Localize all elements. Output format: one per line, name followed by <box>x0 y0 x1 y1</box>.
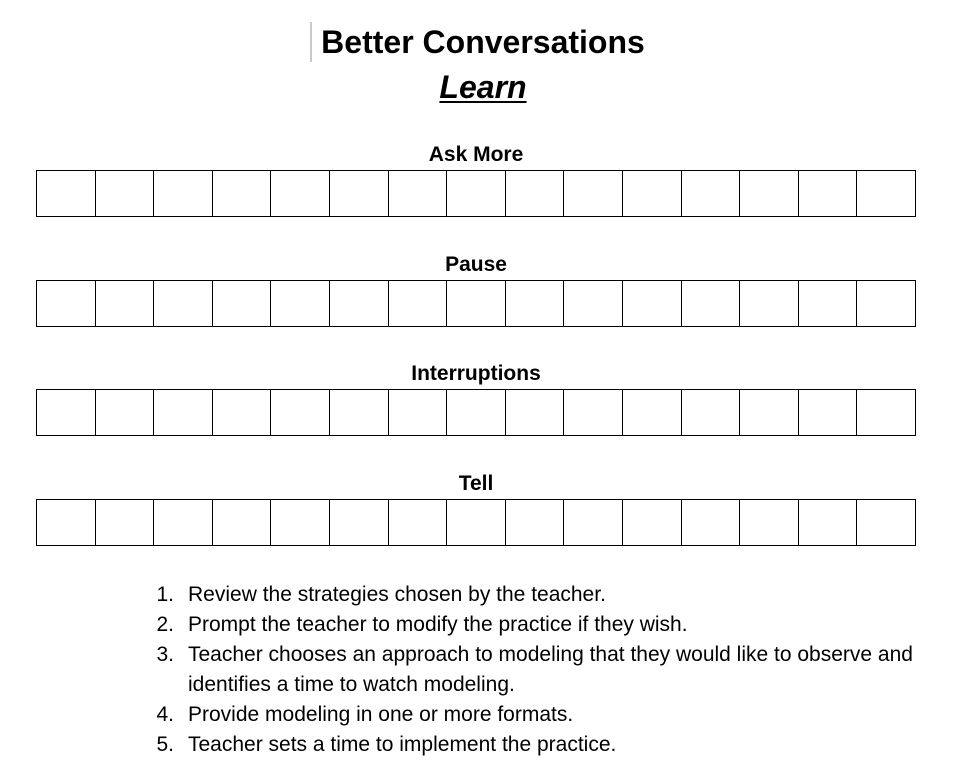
tally-row <box>36 280 916 327</box>
tally-box <box>37 171 95 216</box>
section-label: Tell <box>458 472 494 495</box>
tally-box <box>329 281 388 326</box>
tally-box <box>505 281 564 326</box>
tally-box <box>681 390 740 435</box>
tally-box <box>329 500 388 545</box>
tally-box <box>95 281 154 326</box>
step-number: 2. <box>156 613 174 636</box>
tally-box <box>95 390 154 435</box>
tally-box <box>270 500 329 545</box>
section-label: Pause <box>445 253 507 276</box>
tally-box <box>681 281 740 326</box>
list-item <box>130 640 930 700</box>
tally-box <box>95 500 154 545</box>
section-label: Ask More <box>428 143 524 166</box>
tally-box <box>329 171 388 216</box>
tally-row <box>36 170 916 217</box>
tally-box <box>388 171 447 216</box>
tally-box <box>563 281 622 326</box>
tally-box <box>798 390 857 435</box>
tally-box <box>153 171 212 216</box>
tally-box <box>388 281 447 326</box>
tally-box <box>798 171 857 216</box>
section-label: Interruptions <box>411 362 541 385</box>
tally-box <box>798 281 857 326</box>
tally-box <box>681 500 740 545</box>
tally-box <box>856 390 915 435</box>
tally-box <box>622 171 681 216</box>
tally-box <box>622 390 681 435</box>
tally-box <box>212 281 271 326</box>
list-item <box>130 730 930 760</box>
tally-box <box>212 390 271 435</box>
tally-box <box>622 500 681 545</box>
section-tell <box>36 471 916 546</box>
step-number: 3. <box>156 643 174 666</box>
tally-box <box>95 171 154 216</box>
step-text: Prompt the teacher to modify the practice if they wish. <box>188 613 688 636</box>
tally-box <box>739 390 798 435</box>
section-pause <box>36 252 916 327</box>
tally-box <box>212 171 271 216</box>
tally-box <box>856 171 915 216</box>
tally-box <box>739 500 798 545</box>
step-text: Provide modeling in one or more formats. <box>188 703 574 726</box>
tally-box <box>388 500 447 545</box>
tally-box <box>856 281 915 326</box>
tally-box <box>37 390 95 435</box>
tally-box <box>446 500 505 545</box>
section-interruptions <box>36 361 916 436</box>
steps-list <box>130 580 930 760</box>
tally-box <box>37 500 95 545</box>
tally-box <box>329 390 388 435</box>
step-text: Teacher chooses an approach to modeling that they would like to observe and identifies a time to watch modeling. <box>188 643 913 696</box>
tally-box <box>153 500 212 545</box>
tally-box <box>505 390 564 435</box>
tally-box <box>270 171 329 216</box>
tally-box <box>446 281 505 326</box>
tally-box <box>856 500 915 545</box>
tally-box <box>505 500 564 545</box>
tally-box <box>37 281 95 326</box>
step-text: Teacher sets a time to implement the practice. <box>188 733 617 756</box>
tally-box <box>446 171 505 216</box>
step-text: Review the strategies chosen by the teacher. <box>188 583 606 606</box>
tally-box <box>505 171 564 216</box>
tally-box <box>153 390 212 435</box>
list-item <box>130 580 930 610</box>
tally-box <box>563 390 622 435</box>
tally-box <box>739 171 798 216</box>
list-item <box>130 700 930 730</box>
document-title: Better Conversations <box>321 24 645 60</box>
tally-box <box>681 171 740 216</box>
tally-box <box>446 390 505 435</box>
list-item <box>130 610 930 640</box>
section-ask-more <box>36 142 916 217</box>
tally-box <box>270 390 329 435</box>
step-number: 4. <box>156 703 174 726</box>
step-number: 1. <box>156 583 174 606</box>
tally-box <box>212 500 271 545</box>
tally-box <box>388 390 447 435</box>
tally-box <box>563 500 622 545</box>
step-number: 5. <box>156 733 174 756</box>
tally-box <box>739 281 798 326</box>
tally-box <box>270 281 329 326</box>
tally-row <box>36 389 916 436</box>
tally-box <box>622 281 681 326</box>
document-subtitle: Learn <box>439 69 527 105</box>
tally-row <box>36 499 916 546</box>
tally-box <box>798 500 857 545</box>
tally-box <box>563 171 622 216</box>
tally-box <box>153 281 212 326</box>
